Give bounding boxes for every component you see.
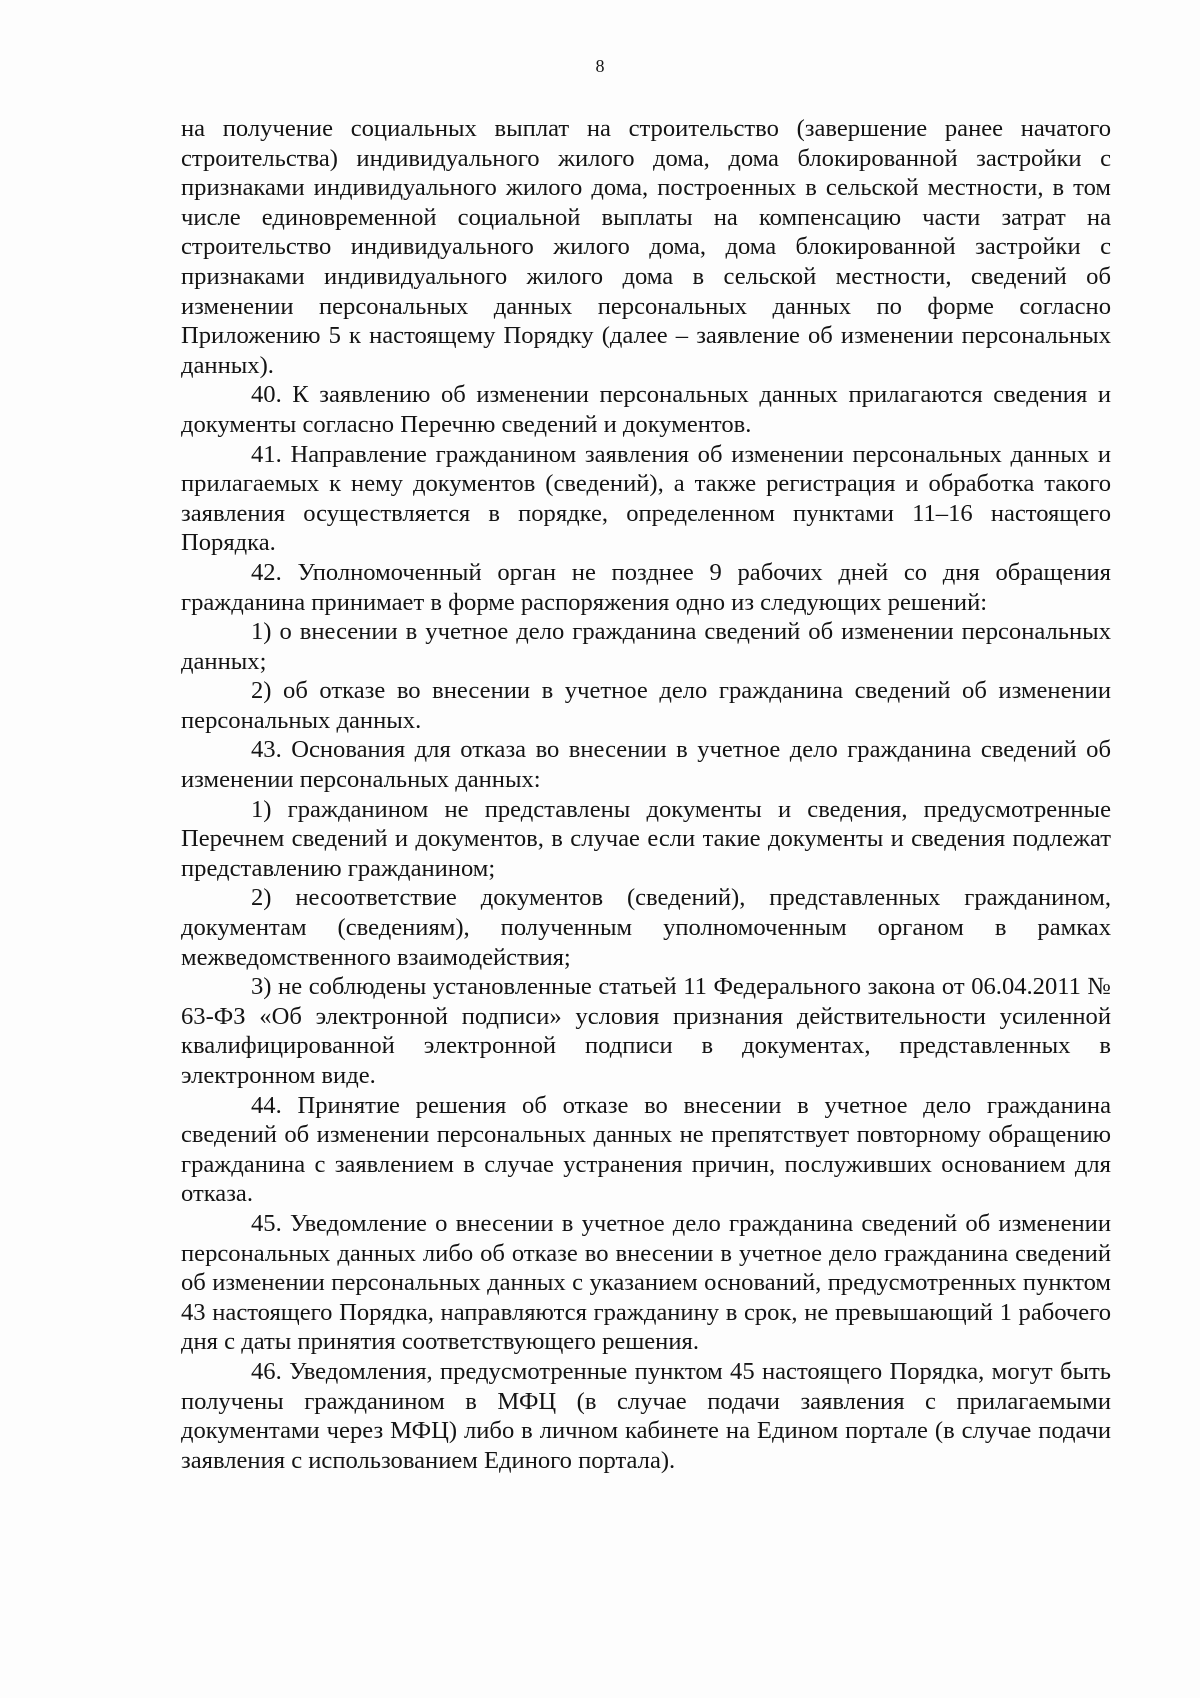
page-number: 8 xyxy=(595,56,605,76)
paragraph-42: 42. Уполномоченный орган не позднее 9 рабочих дней со дня обращения гражданина принимает в форме распоряжения одно из следующих решений: xyxy=(181,558,1111,616)
paragraph-41: 41. Направление гражданином заявления об изменении персональных данных и прилагаемых к нему документов (сведений), а также регистрация и обработка такого заявления осуществляется в порядке, определенном пунктами 11–16 настоящего Порядка. xyxy=(181,440,1111,557)
paragraph-43-item-1: 1) гражданином не представлены документы и сведения, предусмотренные Перечнем сведений и документов, в случае если такие документы и сведения подлежат представлению гражданином; xyxy=(181,795,1111,882)
paragraph-42-item-1: 1) о внесении в учетное дело гражданина сведений об изменении персональных данных; xyxy=(181,618,1111,675)
paragraph-43-item-2: 2) несоответствие документов (сведений), представленных гражданином, документам (сведениям), полученным уполномоченным органом в рамках межведомственного взаимодействия; xyxy=(181,884,1111,971)
paragraph-45: 45. Уведомление о внесении в учетное дело гражданина сведений об изменении персональных данных либо об отказе во внесении в учетное дело гражданина сведений об изменении персональных данных с указанием оснований, предусмотренных пунктом 43 настоящего Порядка, направляются гражданину в срок, не превышающий 1 рабочего дня с даты принятия соответствующего решения. xyxy=(181,1209,1111,1356)
paragraph-46: 46. Уведомления, предусмотренные пунктом 45 настоящего Порядка, могут быть получены гражданином в МФЦ (в случае подачи заявления с прилагаемыми документами через МФЦ) либо в личном кабинете на Едином портале (в случае подачи заявления с использованием Единого портала). xyxy=(181,1357,1111,1474)
paragraph-43-item-3: 3) не соблюдены установленные статьей 11 Федерального закона от 06.04.2011 № 63-ФЗ «Об электронной подписи» условия признания действительности усиленной квалифицированной электронной подписи в документах, представленных в электронном виде. xyxy=(181,973,1111,1089)
paragraph-42-item-2: 2) об отказе во внесении в учетное дело гражданина сведений об изменении персональных данных. xyxy=(181,677,1111,734)
document-body xyxy=(181,114,1111,1475)
paragraph-40: 40. К заявлению об изменении персональных данных прилагаются сведения и документы согласно Перечню сведений и документов. xyxy=(181,381,1111,438)
paragraph-continuation: на получение социальных выплат на строительство (завершение ранее начатого строительства) индивидуального жилого дома, дома блокированной застройки с признаками индивидуального жилого дома, построенных в сельской местности, в том числе единовременной социальной выплаты на компенсацию части затрат на строительство индивидуального жилого дома, дома блокированной застройки с признаками индивидуального жилого дома в сельской местности, сведений об изменении персональных данных персональных данных по форме согласно Приложению 5 к настоящему Порядку (далее – заявление об изменении персональных данных). xyxy=(181,115,1111,379)
paragraph-44: 44. Принятие решения об отказе во внесении в учетное дело гражданина сведений об изменении персональных данных не препятствует повторному обращению гражданина с заявлением в случае устранения причин, послуживших основанием для отказа. xyxy=(181,1091,1111,1208)
paragraph-43: 43. Основания для отказа во внесении в учетное дело гражданина сведений об изменении персональных данных: xyxy=(181,736,1111,794)
